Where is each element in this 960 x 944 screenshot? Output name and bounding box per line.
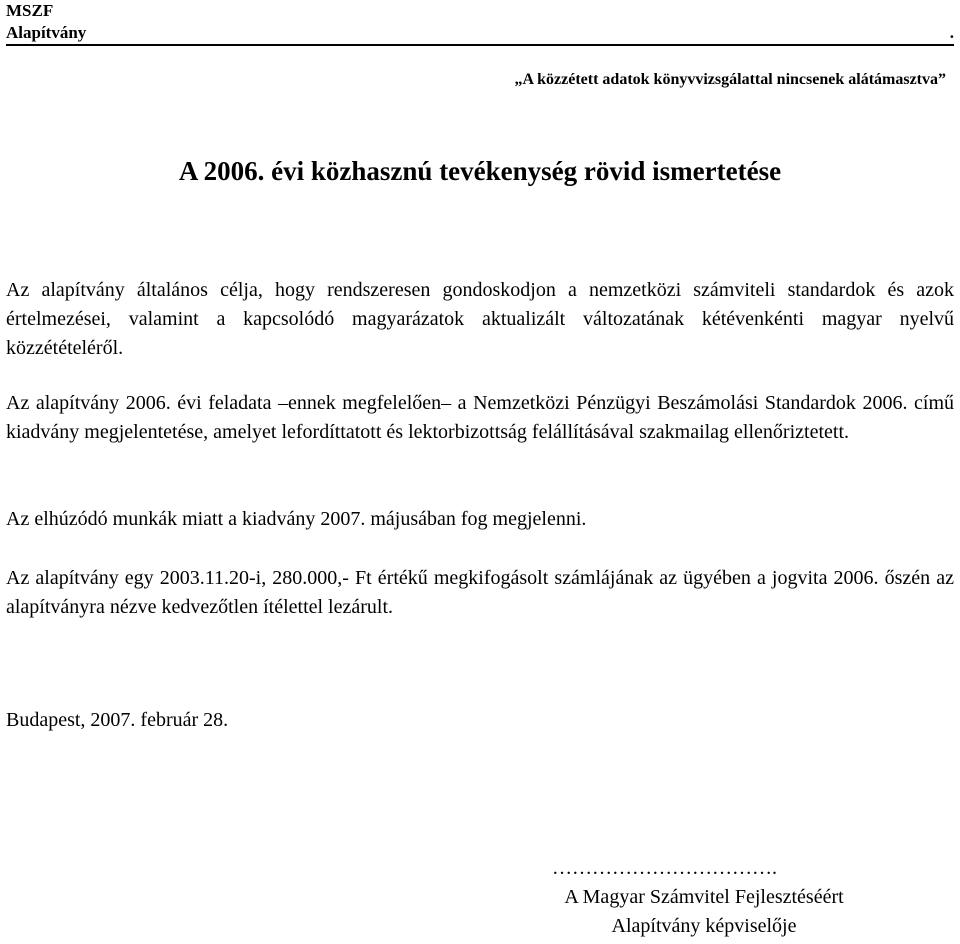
header-rule <box>6 44 954 46</box>
signatory-organization: A Magyar Számvitel Fejlesztéséért <box>564 886 844 908</box>
paragraph-delay: Az elhúzódó munkák miatt a kiadvány 2007. májusában fog megjelenni. <box>6 508 587 530</box>
paragraph-purpose: Az alapítvány általános célja, hogy rendszeresen gondoskodjon a nemzetközi számviteli standardok és azok értelmezései, valamint a kapcsolódó magyarázatok aktualizált változatának kétévenkénti magyar nyelvű közzétételéről. <box>6 279 954 359</box>
org-name-line1: MSZF <box>6 1 54 20</box>
org-name-period: . <box>949 23 954 42</box>
place-and-date: Budapest, 2007. február 28. <box>6 709 229 731</box>
signature-line: ……………………………. <box>552 857 777 879</box>
org-name-row <box>6 22 954 44</box>
org-name-line2: Alapítvány <box>6 23 87 42</box>
document-title: A 2006. évi közhasznú tevékenység rövid ismertetése <box>178 156 782 186</box>
paragraph-task-2006: Az alapítvány 2006. évi feladata –ennek megfelelően– a Nemzetközi Pénzügyi Beszámolási Standardok 2006. című kiadvány megjelentetése, amelyet lefordíttatott és lektorbizottság felállításával szakmailag ellenőriztetett. <box>6 392 954 443</box>
signatory-role: Alapítvány képviselője <box>611 915 797 937</box>
organization-header <box>6 0 954 44</box>
paragraph-legal-dispute: Az alapítvány egy 2003.11.20-i, 280.000,- Ft értékű megkifogásolt számlájának az ügyében a jogvita 2006. őszén az alapítványra nézve kedvezőtlen ítélettel lezárult. <box>6 567 954 618</box>
audit-disclaimer: „A közzétett adatok könyvvizsgálattal nincsenek alátámasztva” <box>514 71 946 88</box>
